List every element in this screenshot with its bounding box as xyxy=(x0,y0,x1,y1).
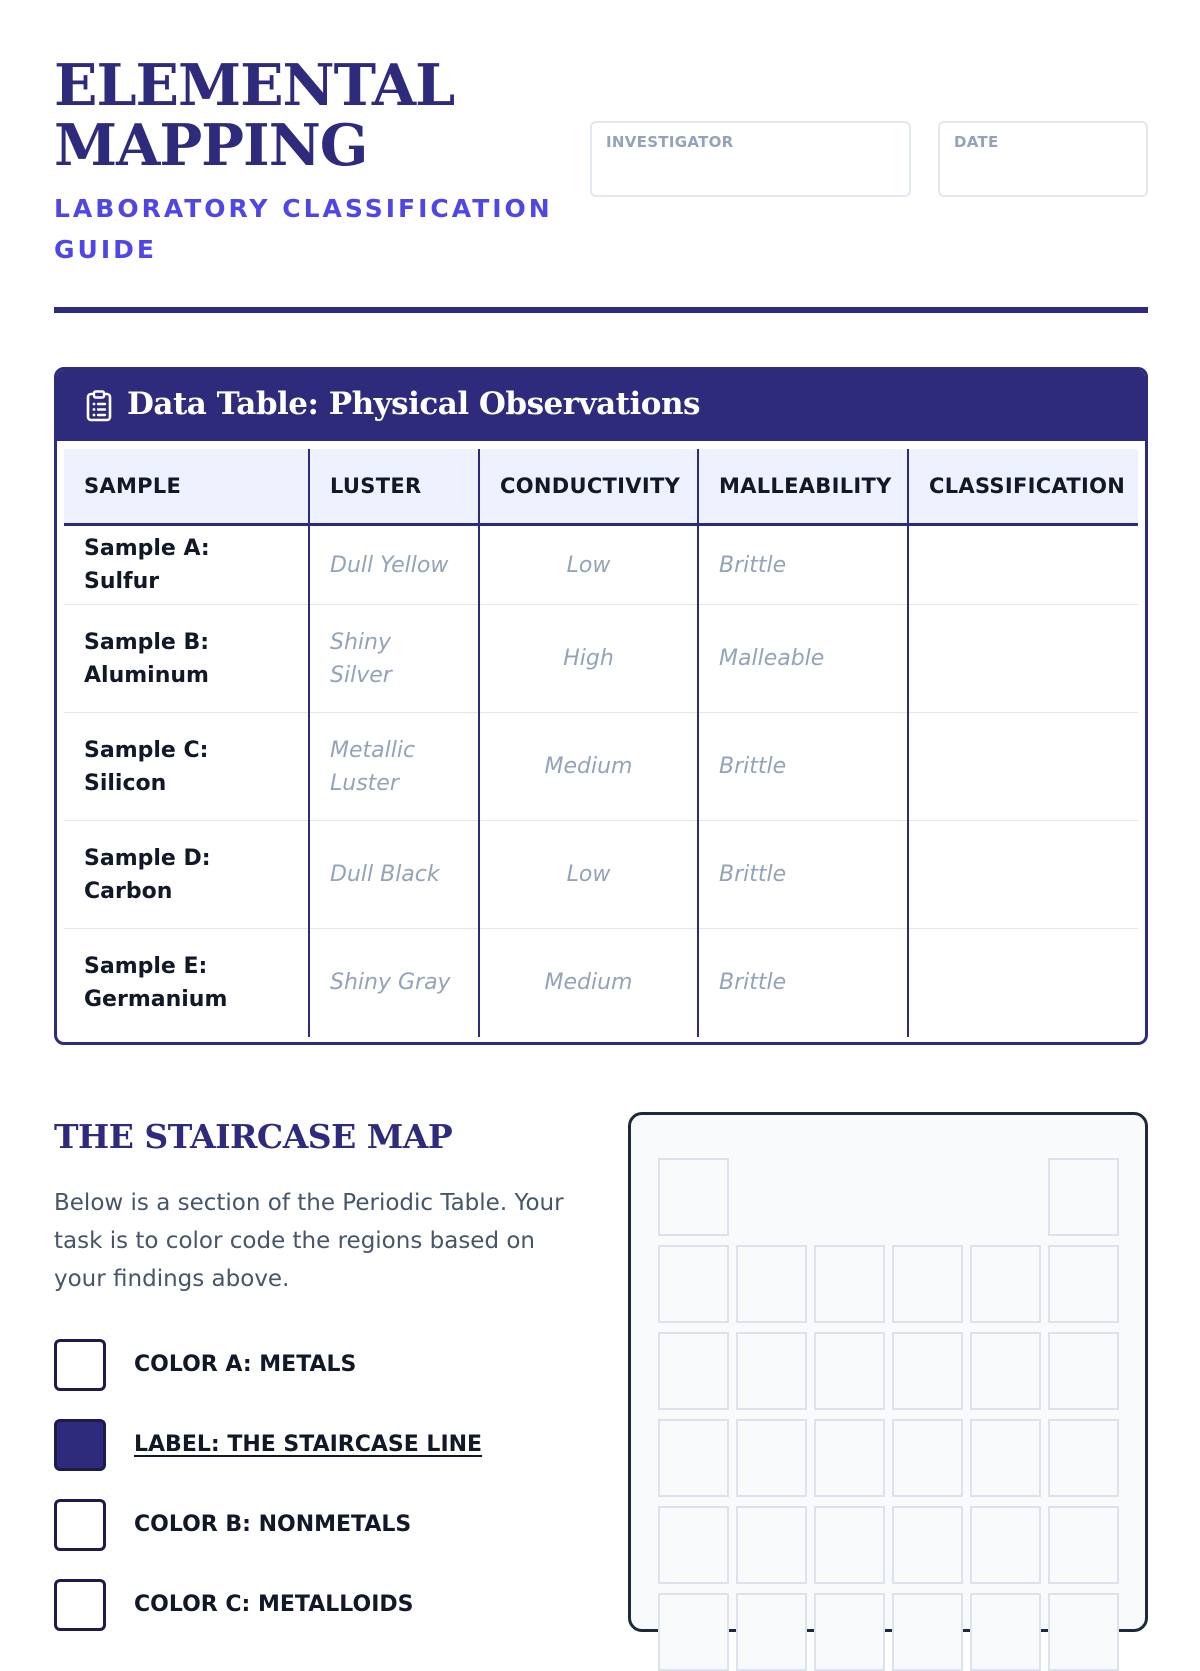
classification-cell[interactable] xyxy=(908,821,1138,929)
element-cell[interactable] xyxy=(1048,1593,1119,1671)
luster-cell: Dull Black xyxy=(309,821,479,929)
conductivity-cell: Low xyxy=(479,525,698,605)
malleability-cell: Brittle xyxy=(698,821,908,929)
luster-cell: Dull Yellow xyxy=(309,525,479,605)
sample-cell: Sample B: Aluminum xyxy=(64,605,309,713)
element-cell[interactable] xyxy=(1048,1245,1119,1323)
page-title xyxy=(54,52,455,179)
sample-cell: Sample E: Germanium xyxy=(64,929,309,1037)
luster-cell: Shiny Silver xyxy=(309,605,479,713)
column-header-malleability: MALLEABILITY xyxy=(698,449,908,525)
legend-swatch-metalloids[interactable] xyxy=(54,1579,106,1631)
element-cell[interactable] xyxy=(892,1419,963,1497)
table-row xyxy=(64,713,1138,821)
element-cell[interactable] xyxy=(814,1419,885,1497)
column-header-conductivity: CONDUCTIVITY xyxy=(479,449,698,525)
element-cell[interactable] xyxy=(1048,1419,1119,1497)
element-cell[interactable] xyxy=(970,1593,1041,1671)
element-cell[interactable] xyxy=(814,1593,885,1671)
element-cell[interactable] xyxy=(658,1593,729,1671)
element-cell[interactable] xyxy=(1048,1506,1119,1584)
data-table-title: Data Table: Physical Observations xyxy=(127,386,700,422)
element-cell[interactable] xyxy=(736,1245,807,1323)
table-header-row xyxy=(64,449,1138,525)
table-row xyxy=(64,605,1138,713)
observations-table xyxy=(64,449,1138,1037)
classification-cell[interactable] xyxy=(908,525,1138,605)
legend-label-metals: COLOR A: METALS xyxy=(134,1352,357,1377)
element-cell[interactable] xyxy=(814,1332,885,1410)
data-table-header xyxy=(57,370,1145,441)
title-line-1: ELEMENTAL xyxy=(54,52,455,119)
column-header-classification: CLASSIFICATION xyxy=(908,449,1138,525)
title-line-2: MAPPING xyxy=(54,112,368,179)
table-row xyxy=(64,525,1138,605)
element-cell[interactable] xyxy=(970,1419,1041,1497)
legend-swatch-staircase-line[interactable] xyxy=(54,1419,106,1471)
investigator-field[interactable] xyxy=(590,121,911,197)
sample-cell: Sample D: Carbon xyxy=(64,821,309,929)
element-cell[interactable] xyxy=(658,1245,729,1323)
element-cell[interactable] xyxy=(970,1506,1041,1584)
table-row xyxy=(64,821,1138,929)
staircase-map-description: Below is a section of the Periodic Table. Your task is to color code the regions based on your findings above. xyxy=(54,1190,564,1292)
header-divider xyxy=(54,307,1148,313)
date-field[interactable] xyxy=(938,121,1148,197)
malleability-cell: Brittle xyxy=(698,929,908,1037)
classification-cell[interactable] xyxy=(908,605,1138,713)
element-cell[interactable] xyxy=(1048,1332,1119,1410)
element-cell[interactable] xyxy=(814,1245,885,1323)
element-cell[interactable] xyxy=(892,1506,963,1584)
element-cell[interactable] xyxy=(892,1332,963,1410)
element-cell[interactable] xyxy=(1048,1158,1119,1236)
investigator-label: INVESTIGATOR xyxy=(606,133,734,151)
malleability-cell: Malleable xyxy=(698,605,908,713)
sample-cell: Sample A: Sulfur xyxy=(64,525,309,605)
page-subtitle: LABORATORY CLASSIFICATION GUIDE xyxy=(54,194,553,264)
element-cell[interactable] xyxy=(736,1332,807,1410)
column-header-luster: LUSTER xyxy=(309,449,479,525)
staircase-map-title: THE STAIRCASE MAP xyxy=(54,1117,453,1156)
element-cell[interactable] xyxy=(658,1506,729,1584)
element-cell[interactable] xyxy=(658,1158,729,1236)
legend-label-metalloids: COLOR C: METALLOIDS xyxy=(134,1592,414,1617)
element-cell[interactable] xyxy=(970,1245,1041,1323)
element-cell[interactable] xyxy=(970,1332,1041,1410)
malleability-cell: Brittle xyxy=(698,525,908,605)
malleability-cell: Brittle xyxy=(698,713,908,821)
element-cell[interactable] xyxy=(892,1593,963,1671)
luster-cell: Metallic Luster xyxy=(309,713,479,821)
conductivity-cell: Medium xyxy=(479,929,698,1037)
element-cell[interactable] xyxy=(736,1419,807,1497)
legend-swatch-metals[interactable] xyxy=(54,1339,106,1391)
luster-cell: Shiny Gray xyxy=(309,929,479,1037)
conductivity-cell: High xyxy=(479,605,698,713)
classification-cell[interactable] xyxy=(908,713,1138,821)
legend-label-staircase-line: LABEL: THE STAIRCASE LINE xyxy=(134,1432,483,1457)
data-table-card xyxy=(54,367,1148,1045)
element-cell[interactable] xyxy=(736,1506,807,1584)
sample-cell: Sample C: Silicon xyxy=(64,713,309,821)
classification-cell[interactable] xyxy=(908,929,1138,1037)
element-cell[interactable] xyxy=(892,1245,963,1323)
date-label: DATE xyxy=(954,133,999,151)
conductivity-cell: Medium xyxy=(479,713,698,821)
element-cell[interactable] xyxy=(736,1593,807,1671)
element-cell[interactable] xyxy=(814,1506,885,1584)
periodic-table-grid xyxy=(628,1112,1148,1632)
column-header-sample: SAMPLE xyxy=(64,449,309,525)
element-cell[interactable] xyxy=(658,1419,729,1497)
legend-label-nonmetals: COLOR B: NONMETALS xyxy=(134,1512,412,1537)
conductivity-cell: Low xyxy=(479,821,698,929)
legend-swatch-nonmetals[interactable] xyxy=(54,1499,106,1551)
element-cell[interactable] xyxy=(658,1332,729,1410)
clipboard-list-icon xyxy=(85,390,113,422)
table-row xyxy=(64,929,1138,1037)
